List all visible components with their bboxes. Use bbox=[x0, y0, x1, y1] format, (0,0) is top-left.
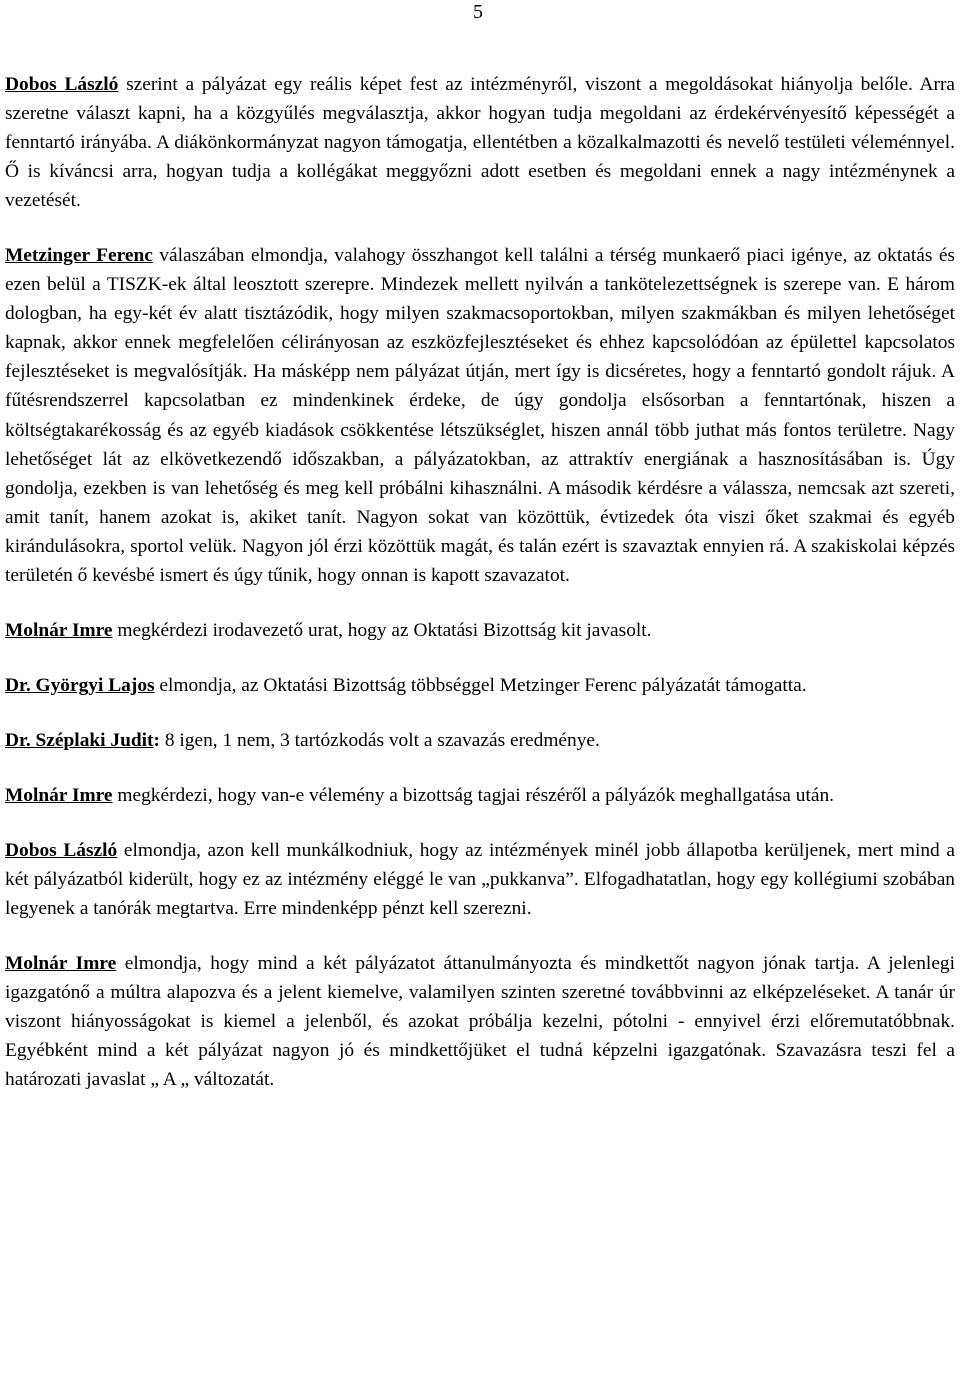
document-body bbox=[5, 70, 955, 1120]
page-number: 5 bbox=[473, 1, 483, 23]
speaker-name: Dobos László bbox=[5, 74, 119, 95]
speaker-name: Metzinger Ferenc bbox=[5, 245, 153, 267]
speaker-name: Molnár Imre bbox=[5, 619, 113, 641]
paragraph-dobos-2 bbox=[5, 836, 955, 923]
speaker-name: Dr. Széplaki Judit bbox=[5, 729, 154, 751]
paragraph-text: megkérdezi, hogy van-e vélemény a bizottság tagjai részéről a pályázók meghallgatása után. bbox=[112, 784, 834, 806]
speaker-name: Molnár Imre bbox=[5, 953, 117, 975]
paragraph-text: elmondja, az Oktatási Bizottság többséggel Metzinger Ferenc pályázatát támogatta. bbox=[154, 674, 807, 696]
paragraph-text: elmondja, hogy mind a két pályázatot áttanulmányozta és mindkettőt nagyon jónak tartja. A jelenlegi igazgatónő a múltra alapozva és a jelent kiemelve, valamilyen szinten szeretné továbbvinni az elképzeléseket. A tanár úr viszont hiányosságokat is kiemel a jelenből, és azokat próbálja kezelni, pótolni - ennyivel érzi előremutatóbbnak. Egyébként mind a két pályázat nagyon jó és mindkettőjüket el tudná képzelni igazgatónak. Szavazásra teszi fel a határozati javaslat „ A „ változatát. bbox=[5, 953, 956, 1091]
paragraph-dobos-1 bbox=[5, 70, 955, 215]
paragraph-metzinger bbox=[5, 241, 955, 590]
paragraph-text: megkérdezi irodavezető urat, hogy az Oktatási Bizottság kit javasolt. bbox=[112, 619, 652, 641]
paragraph-molnar-1 bbox=[5, 616, 955, 645]
paragraph-molnar-2 bbox=[5, 781, 955, 810]
paragraph-text: elmondja, azon kell munkálkodniuk, hogy az intézmények minél jobb állapotba kerüljenek, mert mind a két pályázatból kiderült, hogy ez az intézmény eléggé le van „pukkanva”. Elfogadhatatlan, hogy egy kollégiumi szobában legyenek a tanórák megtartva. Erre mindenképp pénzt kell szerezni. bbox=[5, 839, 956, 920]
paragraph-molnar-3 bbox=[5, 949, 955, 1094]
paragraph-gyorgyi bbox=[5, 671, 955, 700]
paragraph-text: 8 igen, 1 nem, 3 tartózkodás volt a szavazás eredménye. bbox=[159, 729, 600, 751]
speaker-suffix: : bbox=[153, 729, 160, 751]
speaker-name: Molnár Imre bbox=[5, 784, 113, 806]
speaker-name: Dr. Györgyi Lajos bbox=[5, 674, 155, 696]
paragraph-szeplaki bbox=[5, 726, 955, 755]
speaker-name: Dobos László bbox=[5, 839, 118, 861]
paragraph-text: szerint a pályázat egy reális képet fest az intézményről, viszont a megoldásokat hiányolja belőle. Arra szeretne választ kapni, ha a közgyűlés megválasztja, akkor hogyan tudja megoldani az érdekérvényesítő képességét a fenntartó irányába. A diákönkormányzat nagyon támogatja, ellentétben a közalkalmazotti és nevelő testületi véleménnyel. Ő is kíváncsi arra, hogyan tudja a kollégákat meggyőzni adott esetben és megoldani ennek a nagy intézménynek a vezetését. bbox=[5, 74, 956, 212]
paragraph-text: válaszában elmondja, valahogy összhangot kell találni a térség munkaerő piaci igénye, az oktatás és ezen belül a TISZK-ek által leosztott szerepre. Mindezek mellett nyilván a tankötelezettségnek is szerepe van. E három dologban, ha egy-két év alatt tisztázódik, hogy milyen szakmacsoportokban, milyen szakmákban és milyen lehetőséget kapnak, akkor ennek megfelelően célirányosan az eszközfejlesztéseket és ehhez kapcsolódóan az épülettel kapcsolatos fejlesztéseket is megvalósítják. Ha másképp nem pályázat útján, mert így is dicséretes, hogy a fenntartó gondolt rájuk. A fűtésrendszerrel kapcsolatban ez mindenkinek érdeke, de úgy gondolja elsősorban a fenntartónak, hiszen a költségtakarékosság és az egyéb kiadások csökkentése létszükséglet, hiszen annál több juthat más fontos területre. Nagy lehetőséget lát az elkövetkezendő időszakban, a pályázatokban, az attraktív energiának a hasznosításában is. Úgy gondolja, ezekben is van lehetőség és meg kell próbálni kihasználni. A második kérdésre a válassza, nemcsak azt szereti, amit tanít, hanem azokat is, akiket tanít. Nagyon sokat van közöttük, évtizedek óta viszi őket szakmai és egyéb kirándulásokra, sportol velük. Nagyon jól érzi közöttük magát, és talán ezért is szavaztak ennyien rá. A szakiskolai képzés területén ő kevésbé ismert és úgy tűnik, hogy onnan is kapott szavazatot. bbox=[5, 245, 955, 586]
